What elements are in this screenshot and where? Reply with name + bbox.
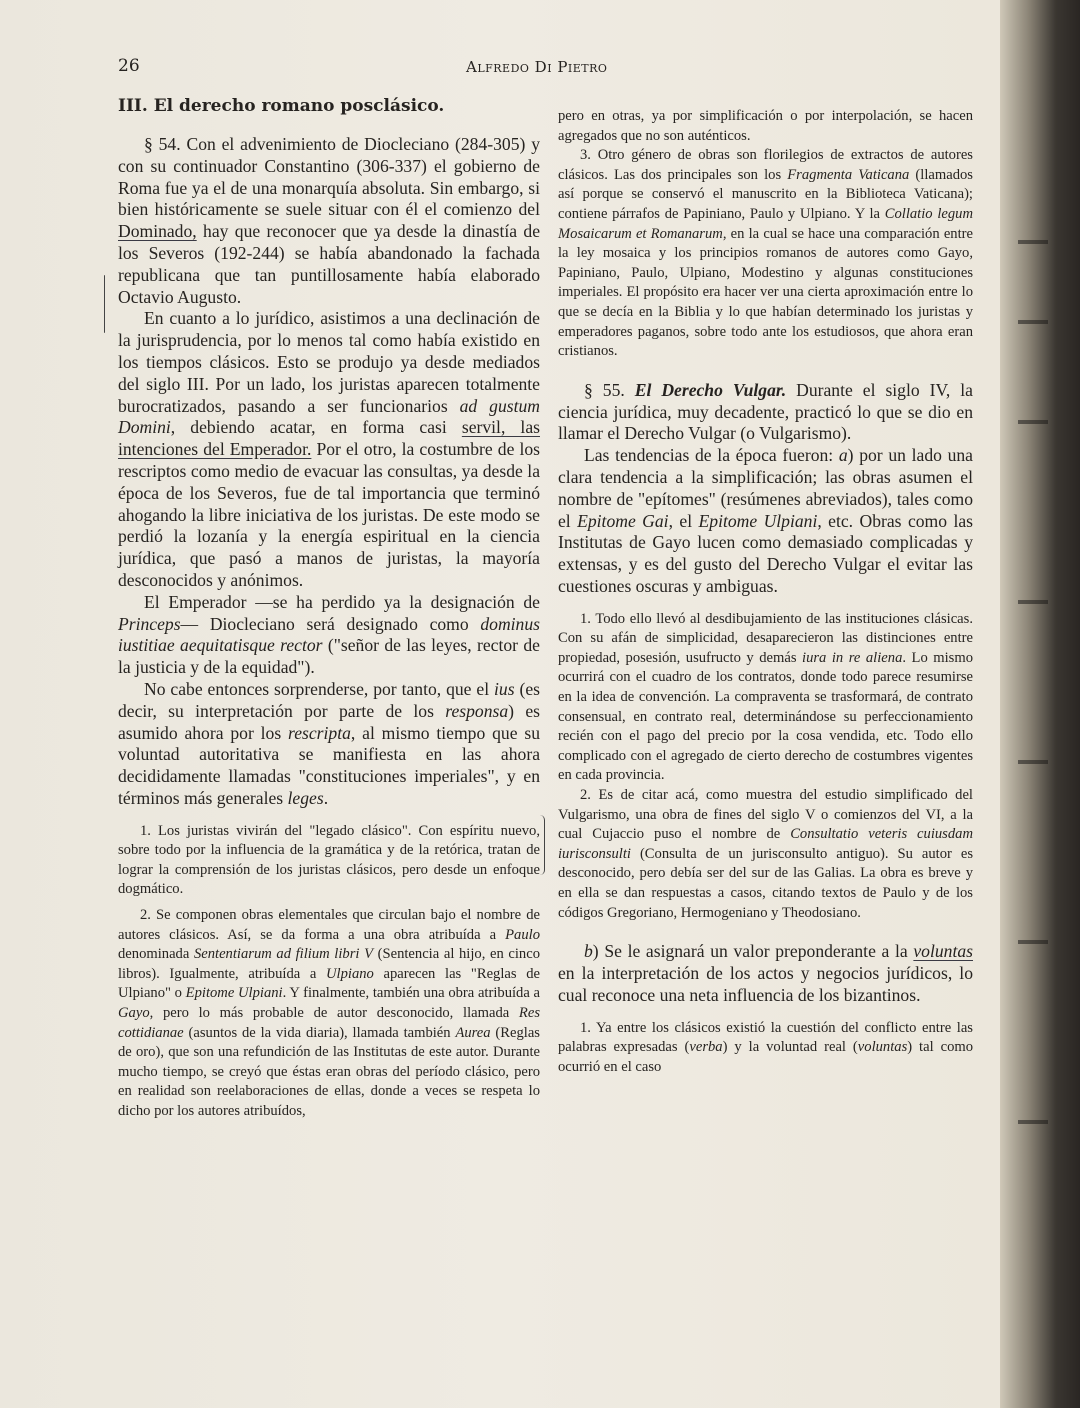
section-55-title: El Derecho Vulgar. xyxy=(634,379,787,400)
spine-decoration xyxy=(1018,320,1048,324)
paragraph-ius: No cabe entonces sorprenderse, por tanto, que el ius (es decir, su interpretación por parte de los responsa) es asumido ahora por los rescripta, al mismo tiempo que su voluntad autoritativa se manifiesta en las ahora decididamente llamadas "constituciones imperiales", y en términos más generales leges. xyxy=(118,678,541,808)
note-3-florilegios: 3. Otro género de obras son florilegios de extractos de autores clásicos. Las dos principales son los Fragmenta Vaticana (llamados así porque se conservó el manuscrito en la Biblioteca Vaticana); contiene párrafos de Papiniano, Paulo y Ulpiano. Y la Collatio legum Mosaicarum et Romanarum, en la cual se hace una comparación entre la ley mosaica y los principios romanos de autores como Gayo, Papiniano, Paulo, Ulpiano, Modestino y algunas constituciones imperiales. El propósito era hacer ver una cierta aproximación entre lo que se decía en la Biblia y lo que habían determinado los juristas y emperadores paganos, sobre todo ante los estudiosos, que ahora eran cristianos. xyxy=(558,147,974,360)
spine-decoration xyxy=(1018,600,1048,604)
margin-bracket-mark xyxy=(540,815,545,875)
note-2-obras: 2. Se componen obras elementales que circulan bajo el nombre de autores clásicos. Así, se da forma a una obra atribuída a Paulo denominada Sententiarum ad filium libri V (Sentencia al hijo, en cinco libros). Igualmente, atribuída a Ulpiano aparecen las "Reglas de Ulpiano" o Epitome Ulpiani. Y finalmente, también una obra atribuída a Gayo, pero lo más probable de autor desconocido, llamada Res cottidianae (asuntos de la vida diaria), llamada también Aurea (Reglas de oro), que son una refundición de las Institutas de este autor. Durante mucho tiempo, se creyó que éstas eran obras del período clásico, pero en realidad son reelaboraciones de ellas, donde a veces se respeta lo dicho por los autores atribuídos, xyxy=(118,907,540,1120)
running-head: Alfredo Di Pietro xyxy=(466,58,608,76)
spine-decoration xyxy=(1018,240,1048,244)
note-continuation: pero en otras, ya por simplificación o por interpolación, se hacen agregados que no son auténticos. xyxy=(558,108,973,144)
spine-decoration xyxy=(1018,420,1048,424)
note-r3-verba: 1. Ya entre los clásicos existió la cuestión del conflicto entre las palabras expresadas (verba) y la voluntad real (voluntas) tal como ocurrió en el caso xyxy=(558,1019,974,1075)
underline-voluntas: voluntas xyxy=(913,941,973,962)
note-1-legado: 1. Los juristas vivirán del "legado clásico". Con espíritu nuevo, sobre todo por la influencia de la gramática y de la retórica, tratan de lograr la comprensión de los juristas clásicos, pero desde un enfoque dogmático. xyxy=(118,822,540,898)
right-column xyxy=(558,107,973,1077)
paragraph-tendencias: Las tendencias de la época fueron: a) por un lado una clara tendencia a la simplificación; las obras asumen el nombre de "epítomes" (resúmenes abreviados), tales como el Epitome Gai, el Epitome Ulpiani, etc. Obras como las Institutas de Gayo lucen como demasiado complicadas y extensas, y es del gusto del Derecho Vulgar el evitar las cuestiones oscuras y ambiguas. xyxy=(558,445,974,596)
note-r2-consultatio: 2. Es de citar acá, como muestra del estudio simplificado del Vulgarismo, una obra de fines del siglo V o comienzos del VI, a la cual Cujaccio puso el nombre de Consultatio veteris cuiusdam iurisconsulti (Consulta de un jurisconsulto antiguo). Su autor es desconocido, pero debía ser del sur de las Galias. La obra es breve y en ella se dan respuestas a casos, citando textos de Paulo y de los códigos Gregoriano, Hermogeniano y Theodosiano. xyxy=(558,787,973,921)
section-heading: III. El derecho romano posclásico. xyxy=(118,96,445,116)
paragraph-55: § 55. El Derecho Vulgar. Durante el siglo IV, la ciencia jurídica, muy decadente, practicó lo que se dio en llamar el Derecho Vulgar (o Vulgarismo). xyxy=(558,379,973,444)
spine-decoration xyxy=(1018,940,1048,944)
margin-bracket-mark xyxy=(104,275,105,333)
spine-decoration xyxy=(1018,760,1048,764)
underline-servil: servil, las intenciones del Emperador. xyxy=(118,417,540,460)
left-column xyxy=(118,96,540,1122)
book-spine-shadow xyxy=(1000,0,1080,1408)
paragraph-54: § 54. Con el advenimiento de Diocleciano (284-305) y con su continuador Constantino (306-337) el gobierno de Roma fue ya el de una monarquía absoluta. Sin embargo, si bien históricamente se suele situar con él el comienzo del Dominado, hay que reconocer que ya desde la dinastía de los Severos (192-244) se había abandonado la fachada republicana que tan puntillosamente había elaborado Octavio Augusto. xyxy=(118,134,540,307)
page-number: 26 xyxy=(118,56,140,76)
underline-dominado: Dominado, xyxy=(118,221,197,242)
paragraph-juridico: En cuanto a lo jurídico, asistimos a una declinación de la jurisprudencia, por lo menos tal como había existido en los tiempos clásicos. Esto se produjo ya desde mediados del siglo III. Por un lado, los juristas aparecen totalmente burocratizados, pasando a ser funcionarios ad gustum Domini, debiendo acatar, en forma casi servil, las intenciones del Emperador. Por el otro, la costumbre de los rescriptos como medio de evacuar las consultas, ya desde la época de los Severos, fue de tal importancia que terminó ahogando la libre iniciativa de los juristas. De este modo se perdió la lozanía y la energía espiritual en la ciencia jurídica, que pasó a manos de juristas, la mayoría desconocidos y anónimos. xyxy=(118,308,540,590)
paragraph-emperador: El Emperador —se ha perdido ya la designación de Princeps— Diocleciano será designado como dominus iustitiae aequitatisque rector ("señor de las leyes, rector de la justicia y de la equidad"). xyxy=(118,591,540,678)
paragraph-voluntas: b) Se le asignará un valor preponderante a la voluntas en la interpretación de los actos y negocios jurídicos, lo cual reconoce una neta influencia de los bizantinos. xyxy=(558,941,973,1005)
spine-decoration xyxy=(1018,1120,1048,1124)
note-r1-desdibujamiento: 1. Todo ello llevó al desdibujamiento de las instituciones clásicas. Con su afán de simplicidad, desaparecieron las distinciones entre propiedad, posesión, usufructo y demás iura in re aliena. Lo mismo ocurrirá con el cuadro de los contratos, donde todo parece resumirse en la idea de convención. La compraventa se trasformará, de contrato consensual, en contrato real, determinándose su perfeccionamiento recién con el pago del precio por la cosa vendida, etc. Todo ello complicado con el agregado de cierto derecho de costumbres vigentes en cada provincia. xyxy=(558,610,974,784)
